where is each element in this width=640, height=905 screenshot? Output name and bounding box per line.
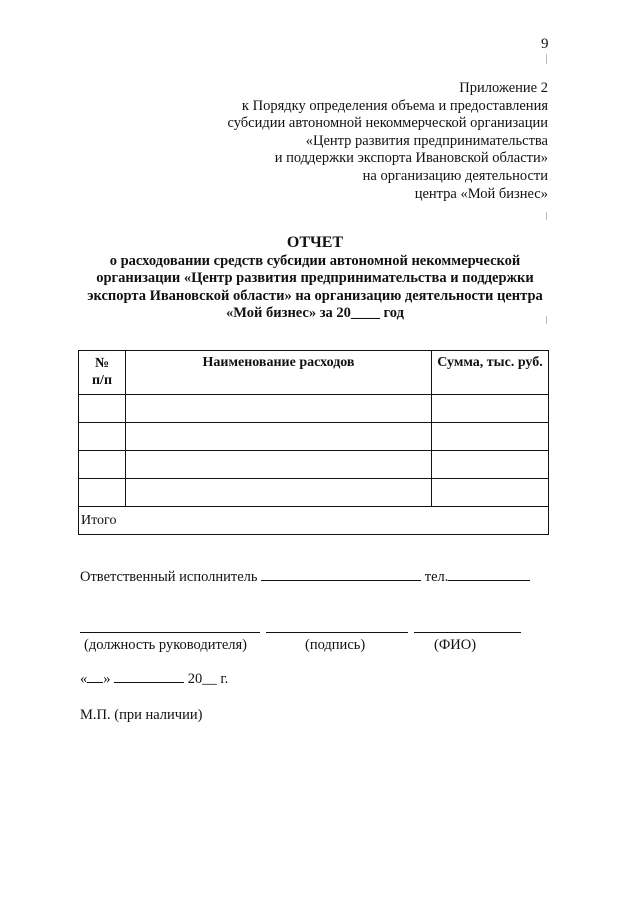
table-header-row (79, 351, 549, 395)
cell-number[interactable] (79, 395, 126, 423)
cell-sum[interactable] (432, 479, 549, 507)
table-total-row (79, 507, 549, 535)
signature-field[interactable] (266, 632, 408, 633)
annex-line: «Центр развития предпринимательства (305, 132, 548, 149)
header-sum: Сумма, тыс. руб. (432, 351, 549, 395)
header-number-line2: п/п (91, 373, 113, 388)
total-label: Итого (79, 507, 549, 535)
annex-line: центра «Мой бизнес» (414, 185, 548, 202)
cell-number[interactable] (79, 423, 126, 451)
position-field[interactable] (80, 632, 260, 633)
annex-line: субсидии автономной некоммерческой организации (227, 115, 548, 132)
header-expense-name: Наименование расходов (126, 351, 432, 395)
table-row (79, 479, 549, 507)
annex-line: на организацию деятельности (362, 167, 548, 184)
position-caption: (должность руководителя) (84, 637, 247, 653)
table-row (79, 423, 549, 451)
fio-field[interactable] (414, 632, 521, 633)
scan-artifact-mark (546, 54, 547, 64)
responsible-field[interactable] (261, 568, 421, 581)
cell-expense-name[interactable] (126, 451, 432, 479)
date-open-quote: « (80, 671, 88, 687)
annex-line: и поддержки экспорта Ивановской области» (274, 150, 548, 167)
year-label: 20__ г. (187, 671, 229, 687)
day-field[interactable] (87, 670, 103, 683)
scan-artifact-mark (546, 212, 547, 220)
cell-sum[interactable] (432, 423, 549, 451)
signature-caption: (подпись) (305, 637, 366, 653)
seal-note: М.П. (при наличии) (80, 707, 203, 723)
page-number: 9 (541, 36, 549, 52)
fio-caption: (ФИО) (434, 637, 477, 653)
phone-field[interactable] (448, 568, 530, 581)
report-subtitle-line: экспорта Ивановской области» на организацию деятельности центра (87, 287, 543, 304)
annex-block (228, 80, 549, 203)
cell-number[interactable] (79, 479, 126, 507)
cell-expense-name[interactable] (126, 423, 432, 451)
cell-sum[interactable] (432, 451, 549, 479)
report-subtitle-line: «Мой бизнес» за 20____ год (226, 304, 404, 321)
table-row (79, 395, 549, 423)
report-subtitle-line: о расходовании средств субсидии автономной некоммерческой (109, 253, 521, 270)
header-number (79, 351, 126, 395)
month-field[interactable] (114, 670, 184, 683)
header-number-line1: № (94, 356, 110, 371)
annex-line: Приложение 2 (459, 80, 548, 96)
report-title: ОТЧЕТ (286, 234, 344, 251)
date-line (80, 670, 228, 688)
cell-expense-name[interactable] (126, 395, 432, 423)
responsible-line (80, 568, 530, 586)
table-row (79, 451, 549, 479)
expenses-table (78, 350, 549, 535)
report-subtitle-line: организации «Центр развития предпринимательства и поддержки (96, 270, 534, 287)
date-close-quote: » (103, 671, 111, 687)
responsible-label: Ответственный исполнитель (80, 569, 258, 585)
annex-line: к Порядку определения объема и предоставления (241, 97, 548, 114)
cell-expense-name[interactable] (126, 479, 432, 507)
cell-number[interactable] (79, 451, 126, 479)
phone-label: тел. (424, 569, 449, 585)
report-heading (40, 234, 590, 322)
cell-sum[interactable] (432, 395, 549, 423)
